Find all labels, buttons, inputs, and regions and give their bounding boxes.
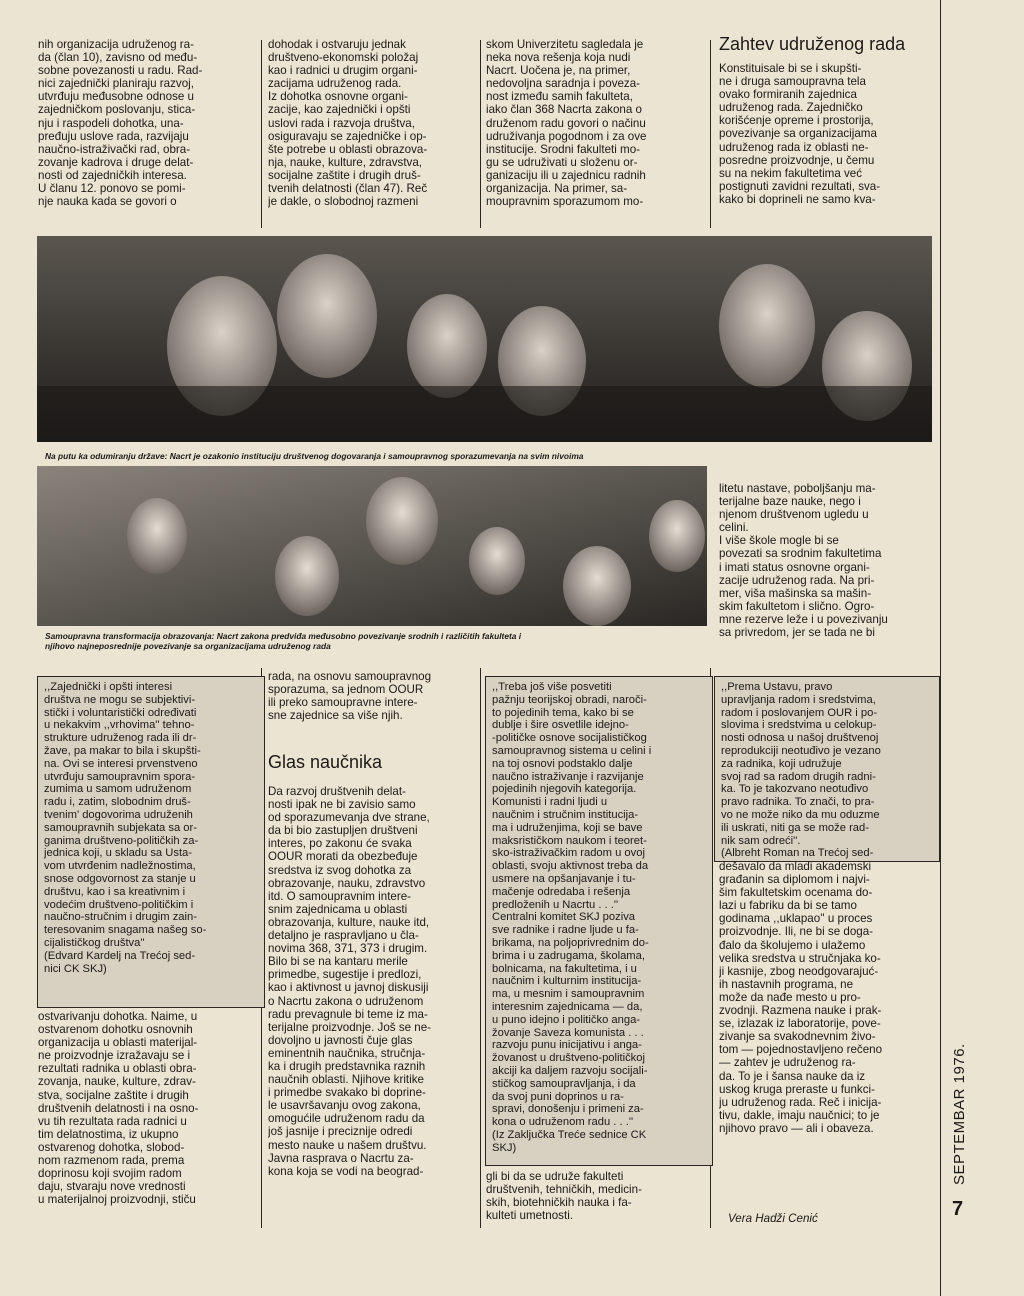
photo-1-caption: Na putu ka odumiranju države: Nacrt je ozakonio instituciju društvenog dogovaranja i samoupravnog sporazumevanja na svim nivoima [45,451,584,461]
column-1-bottom: ostvarivanju dohotka. Naime, u ostvarenom dohotku osnovnih organizacija u oblasti materijal- ne proizvodnje izražavaju se i rezultati radnika u oblasti obra- zovanja, nauke, kulture, zdrav- stva, socijalne zaštite i drugih društvenih delatnosti i na osno- vu tih rezultata rada radnici u tim delatnostima, iz ukupno ostvarenog dohotka, slobod- nom razmenom rada, prema doprinosu koji svojim radom daju, stvaraju nove vrednosti u materijalnoj proizvodnji, stiču [38,1010,199,1207]
quote-box-kardelj: ,,Zajednički i opšti interesi društva ne mogu se subjektivi- stički i voluntaristički određivati u nekakvim ,,vrhovima'' tehno- strukture udruženog rada ili dr- žave, pa makar to bila i skupšti- na. Ovi se interesi prvenstveno utvrđuju samoupravnim spora- zumima u samom udruženom radu i, zatim, slobodnim druš- tvenim' dogovorima udruženih samoupravnih subjekata sa or- ganima društveno-političkih za- jednica koji, u skladu sa Usta- vom utvrđenim nadležnostima, snose odgovornost za stanje u društvu, kao i sa kreativnim i vodećim društveno-političkim i naučno-stručnim i drugim zain- teresovanim snagama našeg so- cijalističkog društva'' (Edvard Kardelj na Trećoj sed- nici CK SKJ) [37,676,265,1008]
heading-glas-naucnika: Glas naučnika [268,752,383,772]
column-rule [710,40,711,228]
column-2-top: dohodak i ostvaruju jednak društveno-ekonomski položaj kao i radnici u drugim organi- zacijama udruženog rada. Iz dohotka osnovne organi- zacije, kao zajednički i opšti uslovi rada i razvoja društva, osiguravaju se zajedničke i op- šte potrebe u oblasti obrazova- nja, nauke, kulture, zdravstva, socijalne zaštite i drugih druš- tvenih delatnosti (član 47). Reč je dakle, o slobodnoj razmeni [268,38,428,209]
photo-students-crowd [37,466,707,626]
column-4-top: Konstituisale bi se i skupšti- ne i druga samoupravna tela ovako formiranih zajednica udruženog rada. Zajedničko korišćenje opreme i prostorija, povezivanje sa organizacijama udruženog rada iz oblasti ne- posredne proizvodnje, u čemu su na nekim fakultetima već postignuti zavidni rezultati, sva- kako bi doprineli ne samo kva- [719,62,881,206]
issue-date-label: SEPTEMBAR 1976. [951,1043,968,1185]
photo-2-caption: Samoupravna transformacija obrazovanja: Nacrt zakona predviđa međusobno povezivanje srodnih i različitih fakulteta i njihovo najneposrednije povezivanje sa organizacijama udruženog rada [45,631,522,651]
column-rule [480,40,481,228]
page-right-rule [940,0,941,1296]
column-4-middle: litetu nastave, poboljšanju ma- terijalne baze nauke, nego i njenom društvenom ugledu u celini. I više škole mogle bi se povezati sa srodnim fakultetima i imati status osnovne organi- zacije udruženog rada. Na pri- mer, viša mašinska sa mašin- skim fakultetom i slično. Ogro- mne rezerve leže i u povezivanju sa privredom, jer se tada ne bi [719,482,888,640]
quote-box-roman: ,,Prema Ustavu, pravo upravljanja radom i sredstvima, radom i poslovanjem OUR i po- slovima i sredstvima u celokup- nosti odnosa u našoj društvenoj reprodukciji neotuđivo je vezano za radnika, koji udružuje svoj rad sa radom drugih radni- ka. To je takozvano neotuđivo pravo radnika. To znači, to pra- vo ne može niko da mu oduzme ili uskrati, niti ga se može rad- nik sam odreći''. (Albreht Roman na Trećoj sed- [714,676,940,862]
column-1-top: nih organizacija udruženog ra- da (član 10), zavisno od među- sobne povezanosti u radu. Rad- nici zajednički planiraju razvoj, utvrđuju međusobne odnose u zajedničkom poslovanju, stica- nju i raspodeli dohotka, una- pređuju uslove rada, razvijaju naučno-istraživački rad, obra- zovanje kadrova i druge delat- nosti od zajedničkih interesa. U članu 12. ponovo se pomi- nje nauka kada se govori o [38,38,203,209]
column-2-bottom-a: rada, na osnovu samoupravnog sporazuma, sa jednom OOUR ili preko samoupravne intere- sne zajednice sa više njih. [268,670,432,723]
heading-zahtev: Zahtev udruženog rada [719,34,906,54]
author-signature: Vera Hadži Cenić [728,1212,818,1225]
column-4-bottom: dešavalo da mladi akademski građanin sa diplomom i najvi- šim fakultetskim ocenama do- lazi u fabriku da bi se tamo godinama ,,uklapao'' u proces proizvodnje. Ili, ne bi se doga- đalo da školujemo i ulažemo velika sredstva u stručnjaka ko- ji kasnije, zbog neodgovarajuć- ih nastavnih programa, ne može da nađe mesto u pro- zvodnji. Razmena nauke i prak- se, izlazak iz laboratorije, pove- zivanje sa svakodnevnim živo- tom — pojednostavljeno rečeno — zahtev je udruženog ra- da. To je i šansa nauke da iz uskog kruga preraste u funkci- ju udruženog rada. Reč i inicija- tivu, dakle, imaju naučnici; to je njihovo pravo — ali i obaveza. [719,860,883,1135]
column-3-top: skom Univerzitetu sagledala je neka nova rešenja koja nudi Nacrt. Uočena je, na primer, nedovoljna saradnja i poveza- nost između samih fakulteta, iako član 368 Nacrta zakona o druženom radu govori o načinu udruživanja pogodnom i za ove institucije. Srodni fakulteti mo- gu se udruživati u složenu or- ganizaciju ili u zajednicu radnih organizacija. Na primer, sa- moupravnim sporazumom mo- [486,38,647,209]
photo-2-image [37,466,707,626]
column-rule [480,668,481,1228]
photo-crowd-discussion [37,236,932,442]
photo-1-image [37,236,932,442]
quote-box-ck-skj: ,,Treba još više posvetiti pažnju teorijskoj obradi, naroči- to pojedinih tema, kako bi se dublje i šire osvetlile idejno- -političke osnove socijalističkog samoupravnog sistema u celini i na toj osnovi podstaklo dalje naučno istraživanje i razvijanje pojedinih njegovih kategorija. Komunisti i radni ljudi u naučnim i stručnim institucija- ma i udruženjima, koji se bave maksrističkom naukom i teoret- sko-istraživačkim radom u ovoj oblasti, svoju aktivnost treba da usmere na opšanjavanje i tu- mačenje odredaba i rešenja predloženih u Nacrtu . . .'' Centralni komitet SKJ poziva sve radnike i radne ljude u fa- brikama, na poljoprivrednim do- brima i u zadrugama, školama, bolnicama, na fakultetima, i u naučnim i kulturnim institucija- ma, u mesnim i samoupravnim interesnim zajednicama — da, u puno idejno i političko anga- žovanje Saveza komunista . . . razvoju punu inicijativu i anga- žovanost u društveno-političkoj akciji ka daljem razvoju socijali- stičkog samoupravljanja, i da da svoj puni doprinos u ra- spravi, donošenju i primeni za- kona o udruženom radu . . .'' (Iz Zaključka Treće sednice CK SKJ) [485,676,713,1166]
column-rule [261,40,262,228]
page-number: 7 [952,1198,964,1220]
column-3-bottom: gli bi da se udruže fakulteti društvenih, tehničkih, medicin- skih, biotehničkih nauka i fa- kulteti umetnosti. [486,1170,642,1223]
column-2-bottom-b: Da razvoj društvenih delat- nosti ipak ne bi zavisio samo od sporazumevanja dve strane, da bi bio zastupljen društveni interes, po zakonu će svaka OOUR morati da obezbeđuje sredstva iz svog dohotka za obrazovanje, nauku, zdravstvo itd. O samoupravnim intere- snim zajednicama u oblasti obrazovanja, kulture, nauke itd, detaljno je raspravljano u čla- novima 368, 371, 373 i drugim. Bilo bi se na kantaru merile primedbe, sugestije i predlozi, kao i aktivnost u javnoj diskusiji o Nacrtu zakona o udruženom radu prevagnule bi teme iz ma- terijalne proizvodnje. Još se ne- dovoljno u javnosti čuje glas eminentnih naučnika, stručnja- ka i drugih predstavnika raznih naučnih oblasti. Njihove kritike i primedbe svakako bi doprine- le usavršavanju ovog zakona, omogućile udruženom radu da još jasnije i preciznije odredi mesto nauke u našem društvu. Javna rasprava o Nacrtu za- kona koja se vodi na beograd- [268,785,432,1178]
